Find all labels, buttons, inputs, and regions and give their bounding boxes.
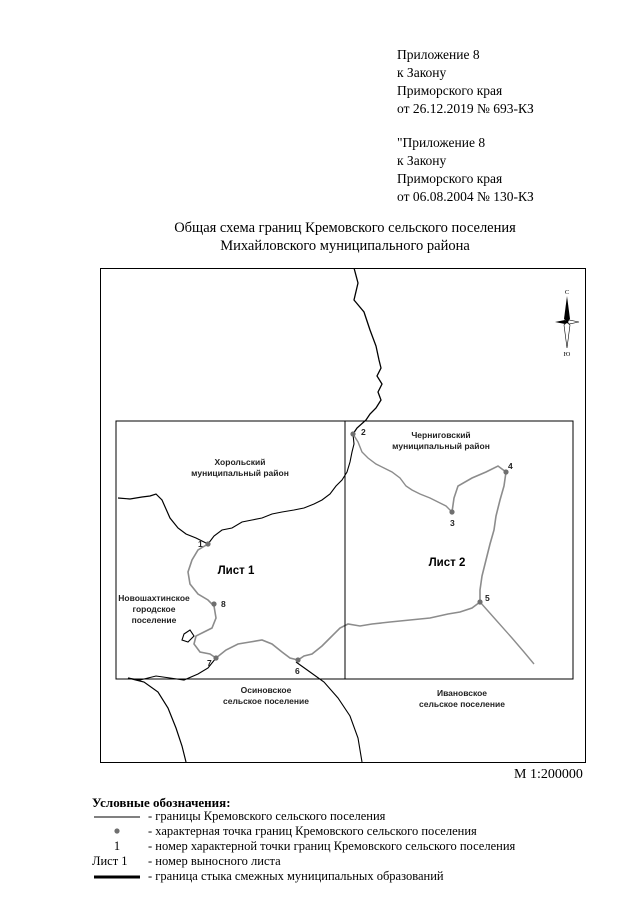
- sheet-label-2: Лист 2: [428, 557, 466, 569]
- header-line: "Приложение 8: [397, 135, 486, 150]
- region-chernigovsky: Черниговский: [411, 430, 471, 440]
- region-novoshakhtinsk: Новошахтинское: [118, 593, 190, 603]
- header-line: Приморского края: [397, 171, 503, 186]
- compass-south: Ю: [563, 351, 571, 358]
- header-line: к Закону: [397, 153, 447, 168]
- region-novoshakhtinsk: городское: [132, 604, 176, 614]
- region-khorolsky: муниципальный район: [191, 468, 289, 478]
- boundary-point-7: [213, 655, 218, 660]
- map-frame: [101, 269, 586, 763]
- boundary-5-east: [480, 602, 534, 664]
- legend-symbol-sheet: Лист 1: [92, 854, 128, 868]
- kremovo-boundary-south: [216, 602, 480, 660]
- header-line: Приложение 8: [397, 47, 480, 62]
- point-label-4: 4: [508, 461, 513, 471]
- boundary-point-1: [205, 541, 210, 546]
- region-chernigovsky: муниципальный район: [392, 441, 490, 451]
- header-line: от 26.12.2019 № 693-КЗ: [397, 101, 534, 116]
- adjacent-boundary-north: [353, 268, 382, 434]
- header-line: от 06.08.2004 № 130-КЗ: [397, 189, 534, 204]
- legend-symbol-point-number: 1: [113, 839, 121, 853]
- sheet2-frame: [345, 421, 573, 679]
- header-line: Приморского края: [397, 83, 503, 98]
- region-novoshakhtinsk: поселение: [131, 615, 177, 625]
- kremovo-boundary-east: [452, 466, 506, 602]
- point-label-8: 8: [221, 599, 226, 609]
- kremovo-boundary-west: [188, 544, 216, 658]
- boundary-point-6: [295, 657, 300, 662]
- adjacent-boundary-west: [118, 494, 208, 544]
- khorolsky-boundary: [208, 434, 354, 544]
- boundary-map: [100, 268, 587, 764]
- compass-north: С: [564, 289, 570, 296]
- region-ivanovskoe: Ивановское: [436, 688, 488, 698]
- region-ivanovskoe: сельское поселение: [418, 699, 506, 709]
- sheet-label-1: Лист 1: [217, 565, 255, 577]
- region-osinovskoe: сельское поселение: [222, 696, 310, 706]
- compass-icon: [555, 289, 579, 358]
- boundary-point-2: [350, 431, 355, 436]
- header-line: к Закону: [397, 65, 447, 80]
- point-label-1: 1: [198, 539, 203, 549]
- point-label-5: 5: [485, 593, 490, 603]
- point-label-6: 6: [295, 666, 300, 676]
- boundary-7-south: [128, 658, 216, 680]
- lake: [182, 630, 194, 642]
- boundary-point-8: [211, 601, 216, 606]
- osinovskoe-boundary: [128, 678, 186, 762]
- boundary-point-5: [477, 599, 482, 604]
- region-khorolsky: Хорольский: [214, 457, 266, 467]
- map-title-line1: Общая схема границ Кремовского сельского поселения: [174, 220, 516, 236]
- point-label-3: 3: [450, 518, 455, 528]
- point-label-2: 2: [361, 427, 366, 437]
- boundary-point-3: [449, 509, 454, 514]
- map-scale: М 1:200000: [514, 767, 583, 782]
- osinovskoe-boundary-east: [296, 662, 362, 762]
- region-osinovskoe: Осиновское: [240, 685, 292, 695]
- legend-title: Условные обозначения:: [92, 795, 231, 810]
- map-title-line2: Михайловского муниципального района: [220, 238, 470, 254]
- point-label-7: 7: [207, 658, 212, 668]
- document-header: [397, 46, 534, 206]
